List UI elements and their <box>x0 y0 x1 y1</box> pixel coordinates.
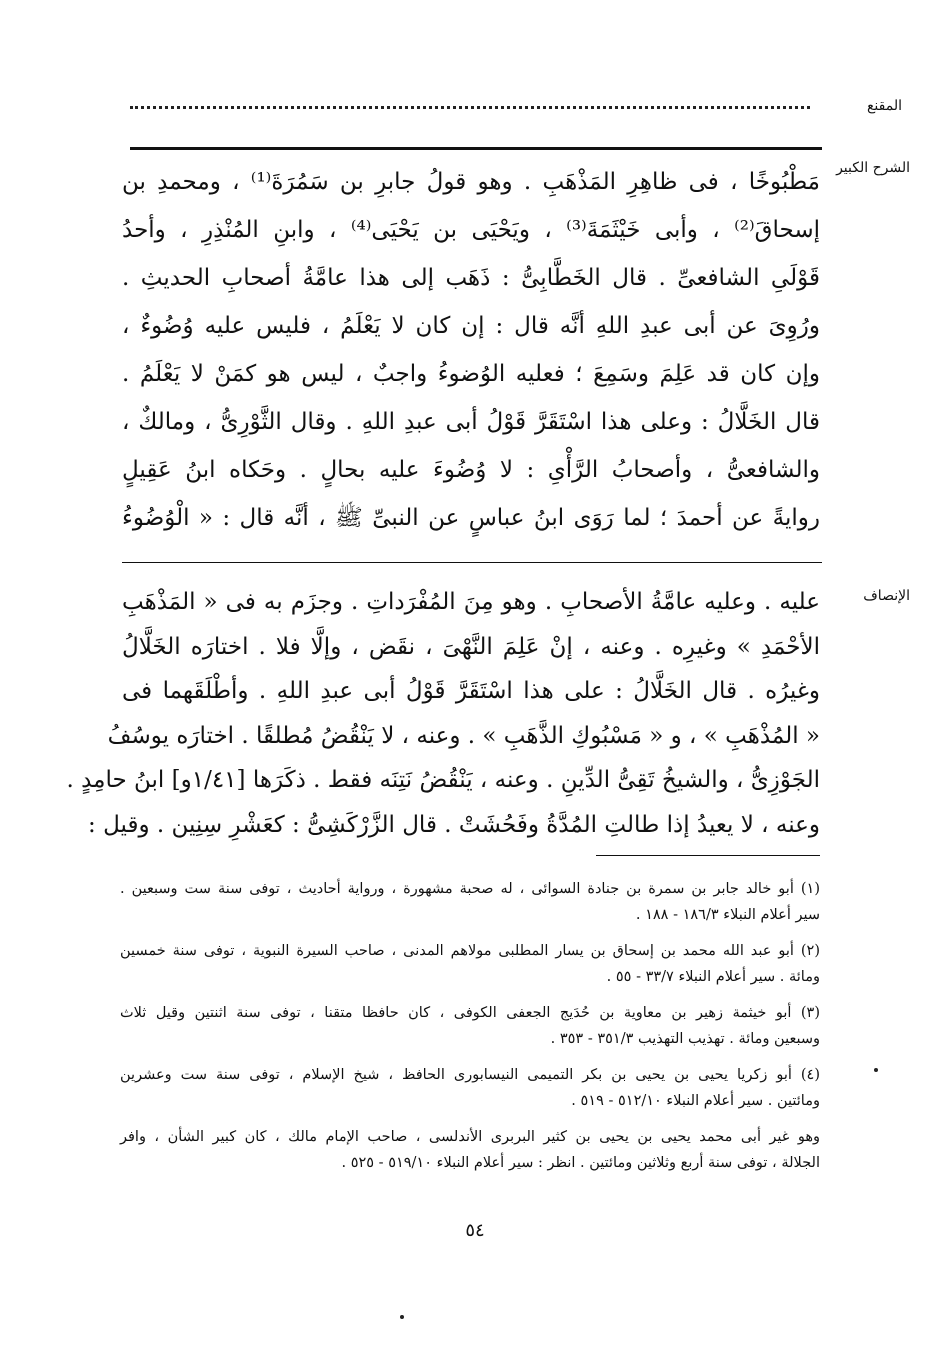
text-line: عليه . وعليه عامَّةُ الأصحابِ . وهو مِنَ المُفْرَداتِ . وجزَم به فى « المَذْهَبِ <box>122 589 820 615</box>
text-line: ورُوِىَ عن أبى عبدِ اللهِ أنَّه قال : إن كان لا يَعْلَمُ ، فليس عليه وُضُوءٌ ، <box>122 313 820 339</box>
text-line: إسحاقَ⁽²⁾ ، وأبى خَيْثَمَةَ⁽³⁾ ، ويَحْيَى بن يَحْيَى⁽⁴⁾ ، وابنِ المُنْذِرِ ، وأحدُ <box>122 217 821 243</box>
text-line: « المُذْهَبِ » ، و « مَسْبُوكِ الذَّهَبِ » . وعنه ، لا يَنْقُضُ مُطلقًا . اختارَه يوسُفُ <box>107 722 820 749</box>
footnote-line: (٤) أبو زكريا يحيى بن يحيى بن بكر التميمى النيسابورى الحافظ ، شيخ الإسلام ، توفى سنة ست وعشرين <box>120 1067 820 1083</box>
text-line: قال الخَلَّالُ : وعلى هذا اسْتَقَرَّ قَوْلُ أبى عبدِ اللهِ . وقال الثَّوْرِىُّ ، ومالكٌ ، <box>122 409 820 435</box>
footnote-line: (٣) أبو خيثمة زهير بن معاوية بن حُدَيج الجعفى الكوفى ، كان حافظا متقنا ، توفى سنة اثنتين وقيل ثلاث <box>120 1005 820 1021</box>
footnote-line: ومائة . سير أعلام النبلاء ٣٣/٧ - ٥٥ . <box>606 969 820 985</box>
scan-speck <box>874 1068 878 1072</box>
header-rule <box>130 147 822 150</box>
text-line: والشافعىُّ ، وأصحابُ الرَّأْىِ : لا وُضُوءَ عليه بحالٍ . وحَكاه ابنُ عَقِيلٍ <box>122 457 820 483</box>
scan-speck <box>400 1315 404 1319</box>
text-line: وغيرُه . قال الخَلَّالُ : على هذا اسْتَقَرَّ قَوْلُ أبى عبدِ اللهِ . وأطْلَقَهما فى <box>122 678 820 704</box>
running-head: المقنع <box>866 98 902 114</box>
text-line: مَطْبُوخًا ، فى ظاهِرِ المَذْهَبِ . وهو قولُ جابرِ بن سَمُرَةَ⁽¹⁾ ، ومحمدِ بن <box>122 169 820 195</box>
text-line: قَوْلَىِ الشافعىِّ . قال الخَطَّابِىُّ : ذَهَب إلى هذا عامَّةُ أصحابِ الحديثِ . <box>122 265 820 291</box>
footnote-line: وسبعين ومائة . تهذيب التهذيب ٣٥١/٣ - ٣٥٣ . <box>550 1031 820 1047</box>
footnote-line: الجلالة ، توفى سنة أربع وثلاثين ومائتين . انظر : سير أعلام النبلاء ٥١٩/١٠ - ٥٢٥ . <box>341 1155 820 1171</box>
text-line: وعنه ، لا يعيدُ إذا طالتِ المُدَّةُ وفَحُشَتْ . قال الزَّرْكَشِىُّ : كعَشْرِ سِنِين . وقيل : <box>88 811 820 838</box>
footnote-line: (١) أبو خالد جابر بن سمرة بن جنادة السوائى ، له صحبة مشهورة ، ورواية أحاديث ، توفى سنة ست وسبعين . <box>120 881 820 897</box>
footnote-line: سير أعلام النبلاء ١٨٦/٣ - ١٨٨ . <box>635 907 820 923</box>
footnote-rule <box>596 855 820 856</box>
section-divider <box>122 562 822 563</box>
margin-label-sharh: الشرح الكبير <box>836 160 910 176</box>
footnote-line: ومائتين . سير أعلام النبلاء ٥١٢/١٠ - ٥١٩ . <box>571 1093 820 1109</box>
footnote-line: (٢) أبو عبد الله محمد بن إسحاق بن يسار المطلبى مولاهم المدنى ، صاحب السيرة النبوية ، توفى سنة خمسين <box>120 943 820 959</box>
footnote-line: وهو غير أبى محمد يحيى بن يحيى بن كثير البربرى الأندلسى ، صاحب الإمام مالك ، كان كبير الشأن ، وافر <box>120 1129 820 1145</box>
margin-label-insaf: الإنصاف <box>863 588 910 604</box>
text-line: الجَوْزِىُّ ، والشيخُ تَقِىُّ الدِّينِ . وعنه ، يَنْقُضُ نَتِنَه فقط . ذكَرَها [١/٤١و] ابنُ حامِدٍ . <box>66 767 820 793</box>
footnotes <box>120 876 820 1176</box>
page-number: ٥٤ <box>465 1220 485 1241</box>
insaf-section <box>66 580 820 847</box>
text-line: روايةً عن أحمدَ ؛ لما رَوَى ابنُ عباسٍ عن النبىِّ ﷺ ، أنَّه قال : « الْوُضُوءُ <box>122 505 820 531</box>
sharh-section <box>122 158 820 542</box>
text-line: الأحْمَدِ » وغيرِه . وعنه ، إنْ عَلِمَ النَّهْىَ ، نقَض ، وإلَّا فلا . اختارَه الخَلَّالُ <box>122 633 820 660</box>
text-line: وإن كان قد عَلِمَ وسَمِعَ ؛ فعليه الوُضوءُ واجبٌ ، ليس هو كمَنْ لا يَعْلَمُ . <box>122 361 820 387</box>
header-dotted-rule <box>130 106 810 109</box>
